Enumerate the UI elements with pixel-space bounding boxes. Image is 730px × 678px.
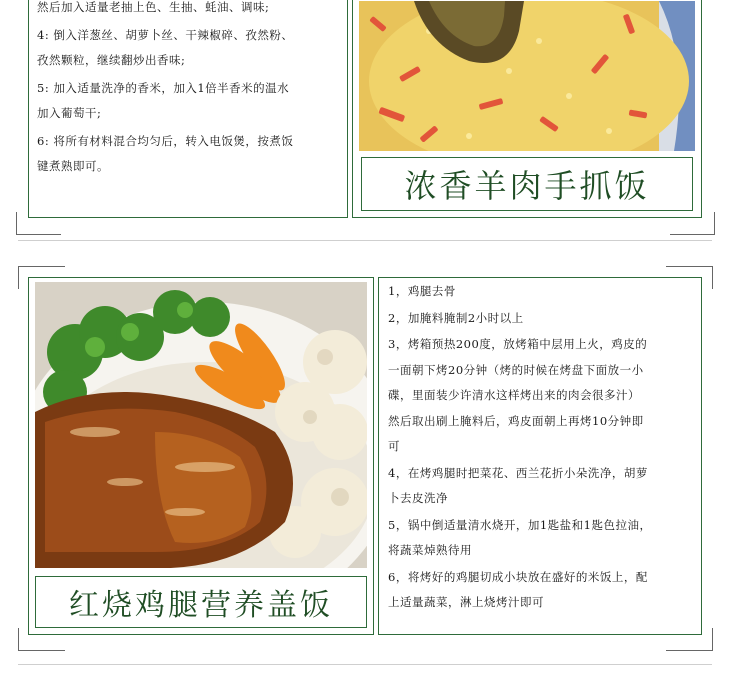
bottom-steps-list bbox=[388, 279, 698, 616]
top-photo-frame bbox=[352, 0, 702, 218]
top-step-line: 4: 倒入洋葱丝、胡萝卜丝、干辣椒碎、孜然粉、 bbox=[37, 27, 294, 42]
top-step-line: 6: 将所有材料混合均匀后，转入电饭煲，按煮饭 bbox=[37, 133, 294, 148]
bottom-step-line: 6，将烤好的鸡腿切成小块放在盛好的米饭上，配 bbox=[388, 569, 648, 584]
top-step-line: 加入葡萄干; bbox=[37, 106, 102, 120]
bottom-step-line: 卜去皮洗净 bbox=[388, 491, 448, 505]
chicken-rice-photo bbox=[35, 282, 367, 568]
bottom-step-line: 将蔬菜焯熟待用 bbox=[388, 543, 472, 557]
section-divider bbox=[18, 664, 712, 665]
top-steps-list bbox=[37, 0, 343, 180]
bottom-step-line: 1，鸡腿去骨 bbox=[388, 284, 456, 298]
bottom-dish-title-box bbox=[35, 576, 367, 628]
corner-mark bbox=[16, 212, 61, 235]
bottom-step-line: 4，在烤鸡腿时把菜花、西兰花折小朵洗净，胡萝 bbox=[388, 465, 648, 480]
bottom-dish-title: 红烧鸡腿营养盖饭 bbox=[69, 588, 333, 623]
top-step-line: 5: 加入适量洗净的香米，加入1倍半香米的温水 bbox=[37, 80, 290, 95]
top-step-line: 然后加入适量老抽上色、生抽、蚝油、调味; bbox=[37, 0, 270, 14]
bottom-step-line: 5，锅中倒适量清水烧开，加1匙盐和1匙色拉油， bbox=[388, 517, 652, 532]
bottom-step-line: 3，烤箱预热200度，放烤箱中层用上火，鸡皮的 bbox=[388, 337, 648, 351]
corner-mark bbox=[670, 212, 715, 235]
pilaf-photo bbox=[359, 1, 695, 151]
bottom-photo-frame bbox=[28, 277, 374, 635]
top-steps-panel bbox=[28, 0, 348, 218]
top-step-line: 孜然颗粒，继续翻炒出香味; bbox=[37, 53, 186, 67]
top-dish-title-box bbox=[361, 157, 693, 211]
bottom-step-line: 2，加腌料腌制2小时以上 bbox=[388, 310, 524, 325]
bottom-step-line: 然后取出刷上腌料后，鸡皮面朝上再烤10分钟即 bbox=[388, 413, 644, 428]
bottom-step-line: 碟，里面装少许清水这样烤出来的肉会很多汁） bbox=[388, 388, 640, 402]
top-step-line: 键煮熟即可。 bbox=[37, 159, 109, 173]
top-dish-title: 浓香羊肉手抓饭 bbox=[404, 167, 650, 205]
corner-mark bbox=[18, 628, 65, 651]
bottom-step-line: 上适量蔬菜，淋上烧烤汁即可 bbox=[388, 595, 544, 609]
section-divider bbox=[18, 240, 712, 241]
bottom-step-line: 一面朝下烤20分钟（烤的时候在烤盘下面放一小 bbox=[388, 362, 644, 377]
bottom-step-line: 可 bbox=[388, 439, 400, 453]
corner-mark bbox=[666, 628, 713, 651]
bottom-steps-panel bbox=[378, 277, 702, 635]
